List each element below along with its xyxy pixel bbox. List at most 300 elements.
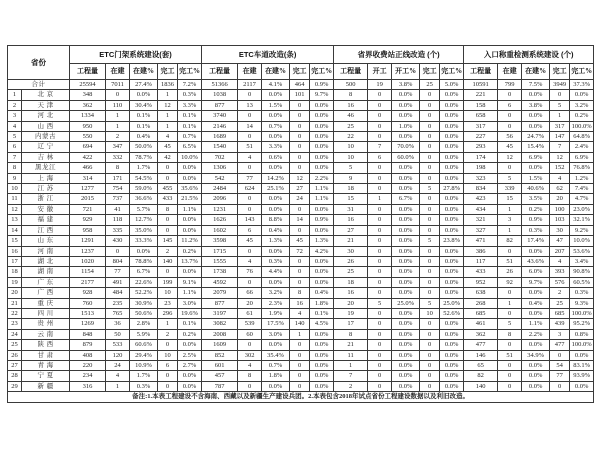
data-cell: 327 (464, 225, 498, 235)
data-cell: 3598 (202, 236, 238, 246)
data-cell: 293 (464, 142, 498, 152)
table-row (8, 319, 594, 329)
row-number: 7 (8, 152, 22, 162)
data-cell: 9.3% (570, 298, 594, 308)
data-cell: 1 (498, 204, 522, 214)
data-cell: 0.0% (392, 267, 420, 277)
data-cell: 316 (70, 381, 106, 391)
data-cell: 0.3% (570, 288, 594, 298)
data-cell: 0 (368, 184, 392, 194)
data-cell: 1 (158, 319, 178, 329)
data-cell: 0 (420, 152, 440, 162)
data-cell: 3.0% (262, 329, 290, 339)
data-cell: 0 (368, 204, 392, 214)
data-cell: 0.0% (310, 163, 334, 173)
data-cell: 0.0% (440, 215, 464, 225)
data-cell: 35.6% (178, 184, 202, 194)
table-row (8, 350, 594, 360)
data-cell: 6.0% (522, 267, 550, 277)
data-cell: 8 (334, 329, 368, 339)
sub-header-g1-c2: 在建% (262, 64, 290, 80)
data-cell: 0 (420, 173, 440, 183)
data-cell: 0 (550, 350, 570, 360)
data-cell: 11 (334, 350, 368, 360)
table-row (8, 194, 594, 204)
sub-header-g3-c1: 在建 (498, 64, 522, 80)
data-cell: 952 (464, 277, 498, 287)
province-name: 陕 西 (22, 340, 70, 350)
data-cell: 0.0% (522, 288, 550, 298)
data-cell: 90.8% (570, 267, 594, 277)
note-row (8, 392, 594, 402)
sub-header-g0-c1: 在建 (106, 64, 130, 80)
data-cell: 6 (158, 360, 178, 370)
province-name: 湖 北 (22, 256, 70, 266)
data-cell: 1 (334, 360, 368, 370)
table-note: 备注:1.本表工程建设不含海南、西藏以及新疆生产建设兵团。2.本表包含2018年试点省份工程建设数据以及利旧改造。 (8, 392, 594, 402)
province-name: 江 西 (22, 225, 70, 235)
data-cell: 0.0% (440, 256, 464, 266)
group-header-entrance-weighing: 入口称重检测系统建设 (个) (464, 46, 594, 64)
data-cell: 491 (106, 277, 130, 287)
data-cell: 0.0% (310, 152, 334, 162)
data-cell: 1 (106, 111, 130, 121)
row-number: 16 (8, 246, 22, 256)
data-cell: 0.0% (440, 163, 464, 173)
data-cell: 1.2% (570, 173, 594, 183)
data-cell: 4 (238, 256, 262, 266)
data-cell: 24 (106, 360, 130, 370)
data-cell: 8 (334, 90, 368, 100)
data-cell: 12 (158, 100, 178, 110)
total-row (8, 80, 594, 90)
data-cell: 27 (290, 184, 310, 194)
data-cell: 5.7% (130, 204, 158, 214)
data-cell: 17.5% (262, 319, 290, 329)
data-cell: 0.0% (522, 90, 550, 100)
table-row (8, 163, 594, 173)
province-name: 上 海 (22, 173, 70, 183)
province-name: 吉 林 (22, 152, 70, 162)
data-cell: 18 (334, 277, 368, 287)
data-cell: 0 (368, 277, 392, 287)
table-row (8, 360, 594, 370)
data-cell: 0.0% (392, 100, 420, 110)
table-row (8, 288, 594, 298)
data-cell: 3 (550, 329, 570, 339)
data-cell: 0.0% (440, 360, 464, 370)
data-cell: 317 (550, 121, 570, 131)
row-number: 15 (8, 236, 22, 246)
data-cell: 694 (70, 142, 106, 152)
data-cell: 0 (238, 111, 262, 121)
data-cell: 8.8% (262, 215, 290, 225)
data-cell: 29.4% (130, 350, 158, 360)
data-cell: 5 (420, 184, 440, 194)
data-cell: 0.0% (440, 329, 464, 339)
data-cell: 0 (368, 236, 392, 246)
data-cell: 24.7% (522, 132, 550, 142)
row-number: 12 (8, 204, 22, 214)
data-cell: 60.5% (570, 277, 594, 287)
data-cell: 0.0% (178, 215, 202, 225)
data-cell: 2484 (202, 184, 238, 194)
data-cell: 110 (106, 100, 130, 110)
data-cell: 296 (158, 308, 178, 318)
data-cell: 1 (158, 111, 178, 121)
data-cell: 62 (550, 184, 570, 194)
data-cell: 83.1% (570, 360, 594, 370)
province-name: 河 南 (22, 246, 70, 256)
data-cell: 439 (550, 319, 570, 329)
data-cell: 0 (368, 246, 392, 256)
data-cell: 1.1% (178, 288, 202, 298)
province-name: 黑龙江 (22, 163, 70, 173)
data-cell: 117 (464, 256, 498, 266)
data-cell: 0 (290, 267, 310, 277)
data-cell: 1 (158, 121, 178, 131)
data-cell: 542 (202, 173, 238, 183)
data-cell: 2.2% (522, 329, 550, 339)
data-cell: 1 (368, 194, 392, 204)
data-cell: 0.0% (310, 132, 334, 142)
data-cell: 0.0% (262, 194, 290, 204)
data-cell: 4.4% (262, 267, 290, 277)
table-row (8, 121, 594, 131)
data-cell: 0 (238, 340, 262, 350)
data-cell: 1555 (202, 256, 238, 266)
data-cell: 455 (158, 184, 178, 194)
data-cell: 9 (334, 173, 368, 183)
data-cell: 25 (334, 267, 368, 277)
data-cell: 5 (420, 298, 440, 308)
data-cell: 22 (334, 132, 368, 142)
table-row (8, 381, 594, 391)
data-cell: 0 (498, 308, 522, 318)
data-cell: 0.1% (178, 111, 202, 121)
data-cell: 0.0% (440, 194, 464, 204)
data-cell: 834 (464, 184, 498, 194)
province-name: 山 西 (22, 121, 70, 131)
data-cell: 0.4% (522, 298, 550, 308)
data-cell: 3740 (202, 111, 238, 121)
data-cell: 0.0% (392, 371, 420, 381)
data-cell: 0 (158, 173, 178, 183)
data-cell: 0.0% (440, 267, 464, 277)
data-cell: 1020 (70, 256, 106, 266)
data-cell: 721 (70, 204, 106, 214)
data-cell: 0.0% (440, 100, 464, 110)
sub-header-g1-c3: 完工 (290, 64, 310, 80)
data-cell: 466 (70, 163, 106, 173)
data-cell: 227 (464, 132, 498, 142)
data-cell: 0.0% (522, 246, 550, 256)
table-row (8, 142, 594, 152)
data-cell: 7011 (106, 80, 130, 90)
data-cell: 23.0% (570, 204, 594, 214)
data-cell: 4 (550, 256, 570, 266)
data-cell: 66 (238, 288, 262, 298)
data-cell: 268 (464, 298, 498, 308)
data-cell: 0.0% (310, 121, 334, 131)
data-cell: 0 (368, 350, 392, 360)
data-cell: 25 (334, 121, 368, 131)
etc-progress-table (7, 45, 594, 403)
data-cell: 82 (464, 371, 498, 381)
data-cell: 145 (158, 236, 178, 246)
data-cell: 1602 (202, 225, 238, 235)
data-cell: 2079 (202, 288, 238, 298)
data-cell: 17 (334, 319, 368, 329)
data-cell: 0 (290, 142, 310, 152)
row-number: 1 (8, 90, 22, 100)
data-cell: 0 (158, 215, 178, 225)
data-cell: 51 (238, 142, 262, 152)
data-cell: 3.2% (570, 100, 594, 110)
data-cell: 464 (290, 80, 310, 90)
data-cell: 0.4% (262, 225, 290, 235)
data-cell: 59.0% (130, 184, 158, 194)
data-cell: 25.1% (262, 184, 290, 194)
data-cell: 477 (550, 340, 570, 350)
data-cell: 0.0% (310, 256, 334, 266)
data-cell: 0 (420, 360, 440, 370)
data-cell: 0.0% (392, 111, 420, 121)
data-cell: 950 (70, 121, 106, 131)
data-cell: 0 (368, 173, 392, 183)
data-cell: 30 (334, 246, 368, 256)
table-row (8, 267, 594, 277)
data-cell: 0.0% (392, 204, 420, 214)
data-cell: 3.5% (522, 194, 550, 204)
data-cell: 21 (334, 236, 368, 246)
data-cell: 0.0% (262, 90, 290, 100)
data-cell: 0 (420, 163, 440, 173)
data-cell: 0.0% (262, 132, 290, 142)
data-cell: 658 (464, 111, 498, 121)
data-cell: 1836 (158, 80, 178, 90)
data-cell: 0 (158, 381, 178, 391)
data-cell: 0.0% (392, 90, 420, 100)
data-cell: 7 (550, 142, 570, 152)
data-cell: 1540 (202, 142, 238, 152)
data-cell: 0.0% (310, 350, 334, 360)
data-cell: 21.5% (178, 194, 202, 204)
data-cell: 362 (464, 329, 498, 339)
data-cell: 51 (498, 256, 522, 266)
data-cell: 1291 (70, 236, 106, 246)
data-cell: 0.1% (178, 121, 202, 131)
data-cell: 25594 (70, 80, 106, 90)
data-cell: 6.9% (522, 152, 550, 162)
data-cell: 1.3% (262, 236, 290, 246)
data-cell: 0.0% (440, 277, 464, 287)
data-cell: 0.1% (178, 319, 202, 329)
data-cell: 0.3% (130, 381, 158, 391)
data-cell: 0 (420, 215, 440, 225)
data-cell: 0.0% (392, 360, 420, 370)
data-cell: 6 (368, 152, 392, 162)
table-row (8, 329, 594, 339)
data-cell: 0.7% (262, 360, 290, 370)
data-cell: 51366 (202, 80, 238, 90)
data-cell: 1626 (202, 215, 238, 225)
data-cell: 0.4% (310, 288, 334, 298)
data-cell: 3197 (202, 308, 238, 318)
table-row (8, 215, 594, 225)
data-cell: 0 (368, 215, 392, 225)
data-cell: 0 (420, 329, 440, 339)
data-cell: 347 (106, 142, 130, 152)
data-cell: 23.8% (440, 236, 464, 246)
data-cell: 234 (70, 371, 106, 381)
data-cell: 5 (368, 298, 392, 308)
data-cell: 332 (106, 152, 130, 162)
data-cell: 601 (202, 360, 238, 370)
data-cell: 0.0% (392, 288, 420, 298)
data-cell: 100.0% (571, 122, 592, 130)
data-cell: 199 (158, 277, 178, 287)
data-cell: 4592 (202, 277, 238, 287)
data-cell: 17.4% (522, 236, 550, 246)
data-cell: 0 (158, 371, 178, 381)
sub-header-g0-c4: 完工% (178, 64, 202, 80)
data-cell: 314 (70, 173, 106, 183)
data-cell: 5 (550, 100, 570, 110)
data-cell: 174 (464, 152, 498, 162)
data-cell: 0.0% (440, 173, 464, 183)
data-cell: 0.0% (310, 100, 334, 110)
data-cell: 0.0% (392, 256, 420, 266)
data-cell: 35.4% (262, 350, 290, 360)
data-cell: 45 (158, 142, 178, 152)
data-cell: 37.3% (570, 80, 594, 90)
data-cell: 15 (334, 194, 368, 204)
data-cell: 1.8% (310, 298, 334, 308)
table-row (8, 298, 594, 308)
data-cell: 78.8% (130, 256, 158, 266)
data-cell: 7 (334, 371, 368, 381)
data-cell: 0.2% (178, 246, 202, 256)
data-cell: 0 (368, 163, 392, 173)
data-cell: 362 (70, 100, 106, 110)
table-row (8, 256, 594, 266)
data-cell: 3.4% (570, 256, 594, 266)
data-cell: 461 (464, 319, 498, 329)
data-cell: 2015 (70, 194, 106, 204)
data-cell: 0.0% (262, 246, 290, 256)
data-cell: 457 (202, 371, 238, 381)
data-cell: 799 (498, 80, 522, 90)
data-cell: 0.0% (130, 246, 158, 256)
data-cell: 0 (368, 381, 392, 391)
data-cell: 0 (290, 132, 310, 142)
data-cell: 61 (238, 308, 262, 318)
data-cell: 0.0% (310, 204, 334, 214)
data-cell: 0 (420, 132, 440, 142)
province-name: 辽 宁 (22, 142, 70, 152)
row-number: 8 (8, 163, 22, 173)
row-number: 19 (8, 277, 22, 287)
data-cell: 0 (290, 256, 310, 266)
province-name: 四 川 (22, 308, 70, 318)
data-cell: 221 (464, 90, 498, 100)
data-cell: 78.7% (130, 152, 158, 162)
data-cell: 36 (106, 319, 130, 329)
province-name: 青 海 (22, 360, 70, 370)
group-header-etc-lane: ETC车道改造(条) (202, 46, 334, 64)
data-cell: 171 (106, 173, 130, 183)
data-cell: 0.3% (262, 256, 290, 266)
data-cell: 8 (498, 329, 522, 339)
row-number: 21 (8, 298, 22, 308)
row-number: 14 (8, 225, 22, 235)
data-cell: 0 (238, 246, 262, 256)
data-cell: 0 (158, 225, 178, 235)
data-cell: 51 (498, 350, 522, 360)
data-cell: 13 (238, 100, 262, 110)
province-name: 广 西 (22, 288, 70, 298)
data-cell: 1277 (70, 184, 106, 194)
data-cell: 0 (368, 111, 392, 121)
data-cell: 321 (464, 215, 498, 225)
row-number: 9 (8, 173, 22, 183)
data-cell: 2 (106, 132, 130, 142)
data-cell: 0 (420, 277, 440, 287)
data-cell: 0.6% (262, 152, 290, 162)
data-cell: 21 (334, 340, 368, 350)
data-cell: 10 (334, 152, 368, 162)
data-cell: 2.4% (570, 142, 594, 152)
data-cell: 0 (420, 267, 440, 277)
data-cell: 1.8% (262, 371, 290, 381)
data-cell: 2096 (202, 194, 238, 204)
province-name: 山 东 (22, 236, 70, 246)
data-cell: 0.0% (178, 225, 202, 235)
data-cell: 5 (498, 319, 522, 329)
data-cell: 0 (498, 121, 522, 131)
data-cell: 0 (368, 288, 392, 298)
row-number: 5 (8, 132, 22, 142)
province-name: 江 苏 (22, 184, 70, 194)
data-cell: 25.0% (392, 298, 420, 308)
data-cell: 0.0% (310, 277, 334, 287)
data-cell: 140 (464, 381, 498, 391)
data-cell: 323 (464, 173, 498, 183)
data-cell: 40.6% (522, 184, 550, 194)
data-cell: 2.3% (262, 298, 290, 308)
data-cell: 1334 (70, 111, 106, 121)
data-cell: 4.7% (570, 194, 594, 204)
sub-header-g1-c0: 工程量 (202, 64, 238, 80)
data-cell: 45 (498, 142, 522, 152)
data-cell: 0 (368, 340, 392, 350)
data-cell: 1 (498, 225, 522, 235)
data-cell: 6.7% (130, 267, 158, 277)
data-cell: 3949 (550, 80, 570, 90)
data-cell: 0.0% (178, 381, 202, 391)
province-name: 新 疆 (22, 381, 70, 391)
data-cell: 877 (202, 100, 238, 110)
data-cell: 0.0% (570, 350, 594, 360)
data-cell: 0 (368, 225, 392, 235)
data-cell: 0.4% (130, 132, 158, 142)
data-cell: 72 (290, 246, 310, 256)
data-cell: 8 (106, 163, 130, 173)
data-cell: 0.0% (440, 90, 464, 100)
province-name: 宁 夏 (22, 371, 70, 381)
data-cell: 50.6% (130, 308, 158, 318)
